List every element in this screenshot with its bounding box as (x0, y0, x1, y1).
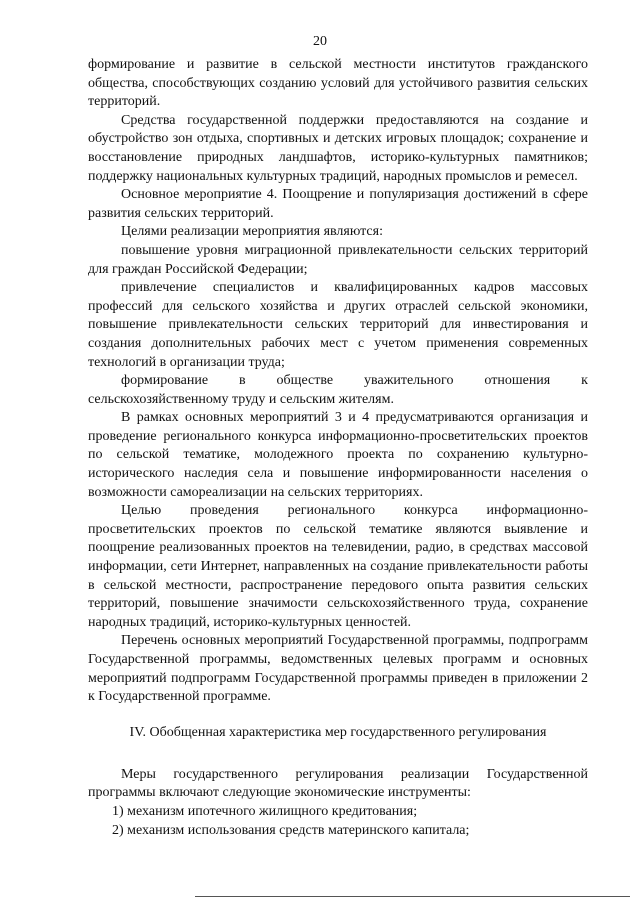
paragraph-regulation-intro: Меры государственного регулирования реализации Государственной программы включают следующие экономические инструменты: (88, 766, 588, 801)
paragraph-continuation: формирование и развитие в сельской местности институтов гражданского общества, способствующих созданию условий для устойчивого развития сельских территорий. (88, 57, 588, 110)
paragraph-goals-intro: Целями реализации мероприятия являются: (121, 224, 383, 240)
paragraph-main-activity-4: Основное мероприятие 4. Поощрение и популяризация достижений в сфере развития сельских территорий. (88, 187, 588, 221)
paragraph-goal-respect: формирование в обществе уважительного отношения к сельскохозяйственному труду и сельским жителям. (88, 373, 588, 407)
document-body (88, 56, 588, 840)
list-item-maternity-capital: 2) механизм использования средств материнского капитала; (112, 822, 470, 838)
footer-rule (195, 896, 630, 897)
paragraph-goal-specialists: привлечение специалистов и квалифицированных кадров массовых профессий для сельского хозяйства и других отраслей сельской экономики, повышение привлекательности сельских территорий для инвестирования и создания дополнительных рабочих мест с учетом применения современных технологий в организации труда; (88, 280, 588, 370)
paragraph-goal-migration: повышение уровня миграционной привлекательности сельских территорий для граждан Российской Федерации; (88, 242, 588, 277)
paragraph-contest-goal: Целью проведения регионального конкурса информационно-просветительских проектов по сельской тематике являются выявление и поощрение реализованных проектов на телевидении, радио, в средствах массовой информации, сети Интернет, направленных на создание привлекательности работы в сельской местности, распространение передового опыта развития сельских территорий, повышение значимости сельскохозяйственного труда, сохранение народных традиций, историко-культурных ценностей. (88, 503, 588, 630)
paragraph-state-support: Средства государственной поддержки предоставляются на создание и обустройство зон отдыха, спортивных и детских игровых площадок; сохранение и восстановление природных ландшафтов, историко-культурных памятников; поддержку национальных культурных традиций, народных промыслов и ремесел. (88, 112, 588, 184)
paragraph-list-reference: Перечень основных мероприятий Государственной программы, подпрограмм Государственной программы, ведомственных целевых программ и основных мероприятий подпрограмм Государственной программы приведен в приложении 2 к Государственной программе. (88, 633, 588, 705)
list-item-mortgage: 1) механизм ипотечного жилищного кредитования; (112, 803, 418, 819)
paragraph-activities-3-4: В рамках основных мероприятий 3 и 4 предусматриваются организация и проведение регионального конкурса информационно-просветительских проектов по сельской тематике, молодежного проекта по сохранению культурно-исторического наследия села и повышение информированности населения о возможности самореализации на сельских территориях. (88, 410, 588, 500)
page-number: 20 (313, 34, 327, 49)
section-heading: IV. Обобщенная характеристика мер государственного регулирования (129, 724, 547, 740)
